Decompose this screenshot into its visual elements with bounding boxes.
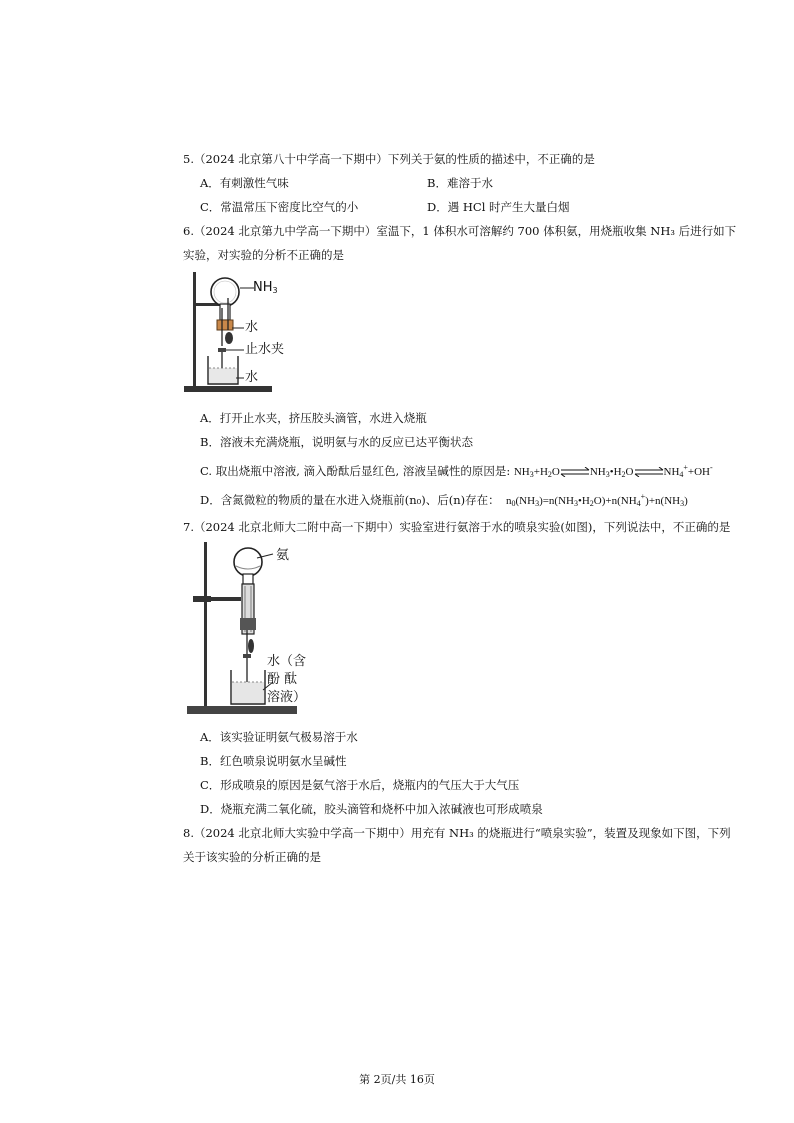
q6-option-b: B．溶液未充满烧瓶，说明氨与水的反应已达平衡状态 xyxy=(200,435,473,449)
q6-option-c xyxy=(200,460,713,483)
q6-option-d-equation: $n_0(NH_3)=n(NH_3•H_2O)+n(NH_4^+)+n(NH_3)$ xyxy=(503,492,688,508)
q8-stem-line1: 8.（2024 北京北师大实验中学高一下期中）用充有 NH₃ 的烧瓶进行“喷泉实验”，装置及现象如下图，下列 xyxy=(183,826,731,840)
q6-label-water-bottom: 水 xyxy=(245,370,259,385)
stopper xyxy=(217,320,233,330)
stand-rod xyxy=(204,542,207,708)
stand-base xyxy=(187,706,297,714)
q7-option-a: A．该实验证明氨气极易溶于水 xyxy=(200,730,358,744)
q6-option-c-text: C. 取出烧瓶中溶液, 滴入酚酞后显红色, 溶液呈碱性的原因是: xyxy=(200,464,511,478)
q7-label-gas: 氨 xyxy=(276,548,290,563)
equilibrium-arrow-icon xyxy=(634,467,664,477)
stand-base xyxy=(184,386,272,392)
q6-option-d xyxy=(200,489,688,512)
dropper-bulb xyxy=(225,332,233,344)
stopper xyxy=(240,618,256,630)
q7-stem: 7.（2024 北京北师大二附中高一下期中）实验室进行氨溶于水的喷泉实验(如图)，下列说法中，不正确的是 xyxy=(183,520,731,534)
q6-label-water-top: 水 xyxy=(245,320,259,335)
q5-stem: 5.（2024 北京第八十中学高一下期中）下列关于氨的性质的描述中，不正确的是 xyxy=(183,152,595,166)
q6-label-clamp: 止水夹 xyxy=(245,342,285,357)
stand-rod xyxy=(193,272,196,388)
q8-stem-line2: 关于该实验的分析正确的是 xyxy=(183,850,321,864)
q6-option-d-text: D．含氮微粒的物质的量在水进入烧瓶前(n₀)、后(n)存在： xyxy=(200,493,500,507)
q7-option-b: B．红色喷泉说明氨水呈碱性 xyxy=(200,754,347,768)
page-footer: 第 2页/共 16页 xyxy=(359,1073,435,1086)
dropper-bulb xyxy=(248,639,254,653)
q5-option-c: C．常温常压下密度比空气的小 xyxy=(200,200,359,214)
q6-option-c-equation: $NH_3+H_2O$ $NH_3•H_2O$ $NH_4^++OH^-$ xyxy=(513,463,713,479)
q5-option-d: D．遇 HCl 时产生大量白烟 xyxy=(427,200,570,214)
q6-stem-line1: 6.（2024 北京第九中学高一下期中）室温下，1 体积水可溶解约 700 体积氨，用烧瓶收集 NH₃ 后进行如下 xyxy=(183,224,737,238)
equilibrium-arrow-icon xyxy=(560,467,590,477)
q5-option-b: B．难溶于水 xyxy=(427,176,493,190)
flask xyxy=(211,278,239,306)
q7-label-liquid-1: 水（含 xyxy=(267,654,307,669)
q6-stem-line2: 实验，对实验的分析不正确的是 xyxy=(183,248,344,262)
clamp-arm xyxy=(205,597,241,601)
q6-option-a: A．打开止水夹，挤压胶头滴管，水进入烧瓶 xyxy=(200,411,427,425)
q5-option-a: A．有刺激性气味 xyxy=(200,176,289,190)
q7-option-c: C．形成喷泉的原因是氨气溶于水后，烧瓶内的气压大于大气压 xyxy=(200,778,520,792)
q6-apparatus-figure xyxy=(180,268,300,398)
q7-label-liquid-3: 溶液） xyxy=(267,690,307,705)
q6-label-gas: $NH_3$ xyxy=(253,280,278,295)
q7-label-liquid-2: 酚 酞 xyxy=(267,672,298,687)
q7-option-d: D．烧瓶充满二氧化硫，胶头滴管和烧杯中加入浓碱液也可形成喷泉 xyxy=(200,802,543,816)
flask xyxy=(234,548,262,576)
